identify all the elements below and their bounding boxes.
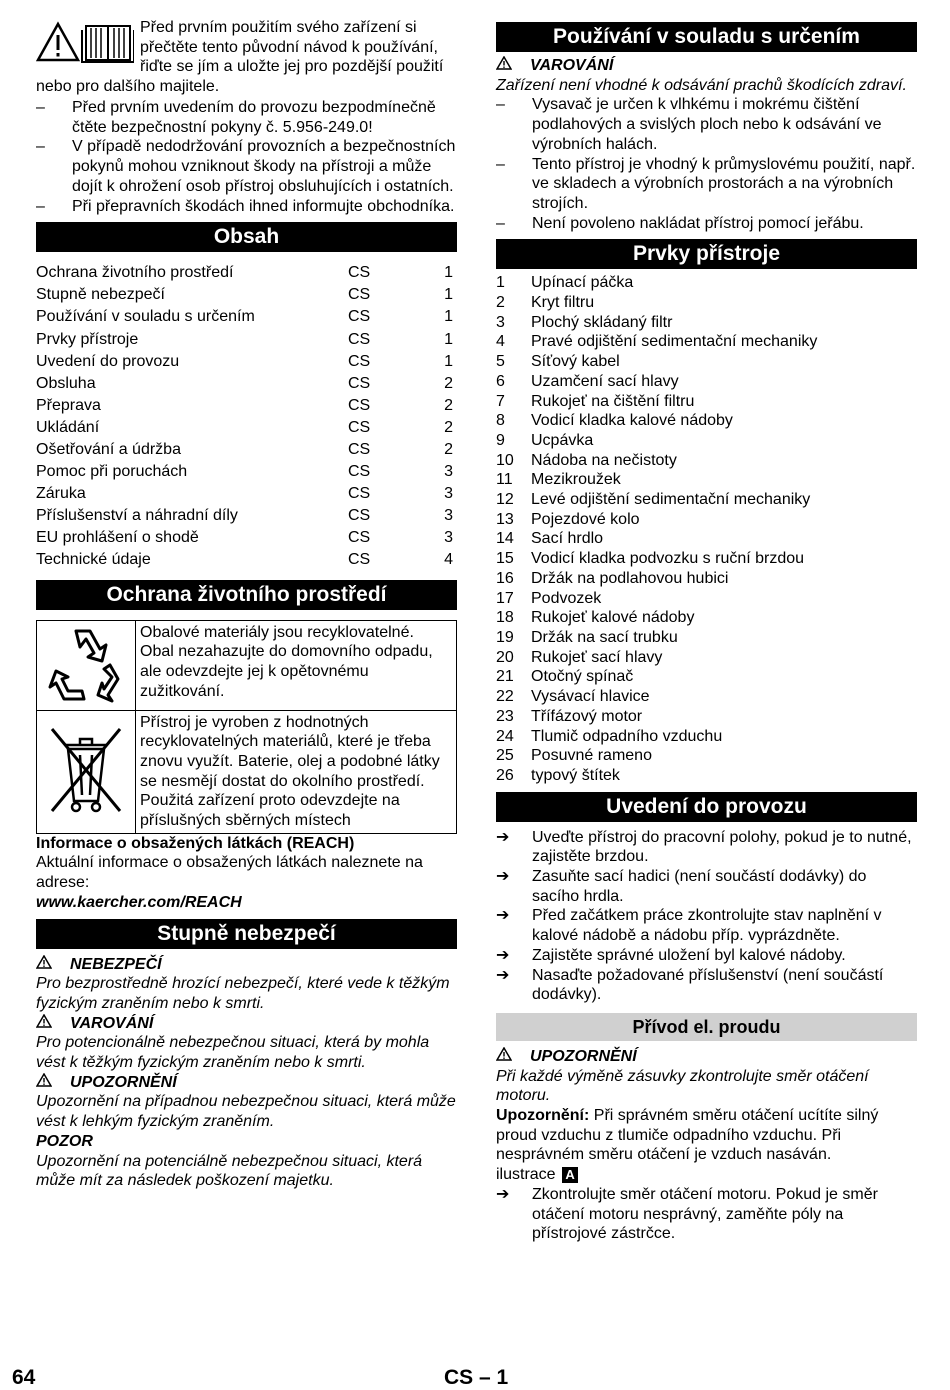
power-warning-text: Při každé výměně zásuvky zkontrolujte směr otáčení motoru. bbox=[496, 1067, 869, 1105]
toc-entry-lang: CS bbox=[348, 551, 371, 569]
part-name: Držák na podlahovou hubici bbox=[531, 569, 729, 587]
parts-list-item bbox=[496, 529, 917, 549]
intro-bullet: – V případě nedodržování provozních a bezpečnostních pokynů mohou vzniknout škody na přístroji a může dojít k ohrožení osob přístroj obsluhujících i ostatních. bbox=[36, 138, 456, 195]
part-number: 4 bbox=[496, 333, 505, 351]
usage-bullet: – Vysavač je určen k vlhkému i mokrému čištění podlahových a svislých ploch nebo k odsávání ve výrobních halách. bbox=[496, 96, 882, 153]
power-heading: Přívod el. proudu bbox=[496, 1013, 917, 1041]
part-name: Podvozek bbox=[531, 589, 602, 607]
toc-row[interactable] bbox=[36, 306, 457, 328]
recycle-icon bbox=[46, 621, 126, 705]
part-name: Tlumič odpadního vzduchu bbox=[531, 727, 723, 745]
toc-entry-title: Ukládání bbox=[36, 418, 100, 436]
part-number: 23 bbox=[496, 707, 514, 725]
usage-warning-label: VAROVÁNÍ bbox=[496, 56, 917, 76]
pozor-label: POZOR bbox=[36, 1132, 93, 1150]
toc-entry-title: Ochrana životního prostředí bbox=[36, 264, 234, 282]
part-name: Třífázový motor bbox=[531, 707, 643, 725]
toc-row[interactable] bbox=[36, 395, 457, 417]
startup-step-text: Uveďte přístroj do pracovní polohy, pokud je to nutné, zajistěte brzdou. bbox=[532, 828, 912, 866]
toc-entry-title: EU prohlášení o shodě bbox=[36, 529, 199, 547]
left-column bbox=[36, 18, 457, 1191]
toc-entry-page: 3 bbox=[444, 529, 453, 547]
toc-row[interactable] bbox=[36, 527, 457, 549]
warning-manual-icon bbox=[36, 20, 134, 64]
parts-list-item bbox=[496, 628, 917, 648]
toc-entry-page: 2 bbox=[444, 396, 453, 414]
toc-row[interactable] bbox=[36, 483, 457, 505]
part-number: 9 bbox=[496, 431, 505, 449]
parts-list-item bbox=[496, 667, 917, 687]
toc-entry-lang: CS bbox=[348, 418, 371, 436]
danger-level-text: Pro potencionálně nebezpečnou situaci, která by mohla vést k těžkým fyzickým zraněním nebo k smrti. bbox=[36, 1034, 430, 1072]
part-name: Vodicí kladka kalové nádoby bbox=[531, 412, 733, 430]
waste-text: Přístroj je vyroben z hodnotných recyklovatelných materiálů, které je třeba znovu využít. Baterie, olej a podobné látky se nesmějí dostat do okolního prostředí. Použitá zařízení proto odevzdejte na příslušných sběrných místech bbox=[140, 713, 440, 830]
power-note: Upozornění: Při správném směru otáčení ucítíte silný proud vzduchu z tlumiče odpadního vzduchu. Při nesprávném směru otáčení je vzduch nasáván. bbox=[496, 1107, 879, 1164]
part-name: Rukojeť na čištění filtru bbox=[531, 392, 695, 410]
part-name: Pravé odjištění sedimentační mechaniky bbox=[531, 333, 818, 351]
part-number: 24 bbox=[496, 727, 514, 745]
startup-step-text: Nasaďte požadované příslušenství (není součástí dodávky). bbox=[532, 966, 884, 1004]
parts-list-item bbox=[496, 451, 917, 471]
parts-list-item bbox=[496, 490, 917, 510]
toc-entry-title: Záruka bbox=[36, 485, 86, 503]
parts-list-item bbox=[496, 313, 917, 333]
usage-bullet: – Tento přístroj je vhodný k průmyslovému použití, např. ve skladech a výrobních prostorách a na výrobních strojích. bbox=[496, 155, 916, 212]
danger-level-label: VAROVÁNÍ bbox=[36, 1014, 457, 1034]
toc-entry-title: Používání v souladu s určením bbox=[36, 308, 255, 326]
danger-heading: Stupně nebezpečí bbox=[36, 919, 457, 949]
toc-entry-page: 3 bbox=[444, 507, 453, 525]
parts-list-item bbox=[496, 273, 917, 293]
warning-triangle-icon bbox=[36, 955, 70, 975]
warning-triangle-icon bbox=[36, 1073, 70, 1093]
right-column bbox=[496, 18, 917, 1244]
parts-list-item bbox=[496, 431, 917, 451]
arrow-icon: ➔ bbox=[496, 946, 510, 964]
toc-entry-page: 1 bbox=[444, 286, 453, 304]
part-name: Mezikroužek bbox=[531, 471, 621, 489]
toc-entry-title: Příslušenství a náhradní díly bbox=[36, 507, 238, 525]
toc-entry-lang: CS bbox=[348, 330, 371, 348]
part-number: 21 bbox=[496, 668, 514, 686]
toc-entry-page: 1 bbox=[444, 308, 453, 326]
toc-row[interactable] bbox=[36, 505, 457, 527]
toc-entry-lang: CS bbox=[348, 374, 371, 392]
toc-row[interactable] bbox=[36, 373, 457, 395]
part-number: 26 bbox=[496, 766, 514, 784]
part-number: 3 bbox=[496, 313, 505, 331]
usage-bullet: – Není povoleno nakládat přístroj pomocí jeřábu. bbox=[496, 214, 864, 232]
reach-text: Aktuální informace o obsažených látkách naleznete na adrese: bbox=[36, 854, 423, 892]
toc-row[interactable] bbox=[36, 329, 457, 351]
waste-bin-icon-cell bbox=[37, 710, 136, 833]
part-name: Síťový kabel bbox=[531, 353, 620, 371]
parts-list-item bbox=[496, 707, 917, 727]
part-name: Uzamčení sací hlavy bbox=[531, 372, 679, 390]
parts-list-item bbox=[496, 372, 917, 392]
startup-step-text: Zasuňte sací hadici (není součástí dodávky) do sacího hrdla. bbox=[532, 868, 867, 905]
part-number: 8 bbox=[496, 412, 505, 430]
reach-url[interactable]: www.kaercher.com/REACH bbox=[36, 893, 242, 911]
intro-section bbox=[36, 18, 457, 98]
part-number: 19 bbox=[496, 628, 514, 646]
danger-level-text: Pro bezprostředně hrozící nebezpečí, které vede k těžkým fyzickým zraněním nebo k smrti. bbox=[36, 975, 450, 1012]
parts-list bbox=[496, 273, 917, 785]
toc-entry-page: 3 bbox=[444, 485, 453, 503]
startup-step bbox=[496, 966, 917, 1005]
toc-entry-page: 3 bbox=[444, 463, 453, 481]
parts-list-item bbox=[496, 470, 917, 490]
toc-entry-lang: CS bbox=[348, 440, 371, 458]
parts-list-item bbox=[496, 746, 917, 766]
parts-list-item bbox=[496, 766, 917, 786]
recycle-icon-cell bbox=[37, 620, 136, 710]
warning-triangle-icon bbox=[496, 1047, 530, 1067]
toc-row[interactable] bbox=[36, 262, 457, 284]
part-number: 7 bbox=[496, 392, 505, 410]
part-number: 22 bbox=[496, 688, 514, 706]
part-number: 15 bbox=[496, 550, 514, 568]
toc-entry-title: Uvedení do provozu bbox=[36, 352, 180, 370]
toc-row[interactable] bbox=[36, 439, 457, 461]
toc-entry-title: Pomoc při poruchách bbox=[36, 463, 188, 481]
parts-list-item bbox=[496, 510, 917, 530]
toc-row[interactable] bbox=[36, 417, 457, 439]
danger-level-label: NEBEZPEČÍ bbox=[36, 955, 457, 975]
parts-list-item bbox=[496, 392, 917, 412]
part-number: 18 bbox=[496, 609, 514, 627]
parts-list-item bbox=[496, 569, 917, 589]
toc-entry-lang: CS bbox=[348, 264, 371, 282]
intro-bullet: – Při přepravních škodách ihned informujte obchodníka. bbox=[36, 197, 455, 215]
toc-heading: Obsah bbox=[36, 222, 457, 252]
toc-row[interactable] bbox=[36, 284, 457, 306]
warning-triangle-icon bbox=[496, 56, 530, 76]
toc-row[interactable] bbox=[36, 461, 457, 483]
startup-step bbox=[496, 828, 917, 867]
part-name: Vysávací hlavice bbox=[531, 688, 650, 706]
arrow-icon: ➔ bbox=[496, 966, 510, 984]
toc-entry-lang: CS bbox=[348, 396, 371, 414]
toc-entry-page: 2 bbox=[444, 374, 453, 392]
intro-bullet: – Před prvním uvedením do provozu bezpodmínečně čtěte bezpečnostní pokyny č. 5.956-249.0! bbox=[36, 99, 436, 136]
toc-entry-lang: CS bbox=[348, 286, 371, 304]
arrow-icon: ➔ bbox=[496, 868, 510, 886]
toc-entry-page: 2 bbox=[444, 440, 453, 458]
toc-entry-lang: CS bbox=[348, 507, 371, 525]
danger-level-label: UPOZORNĚNÍ bbox=[36, 1073, 457, 1093]
toc-row[interactable] bbox=[36, 351, 457, 373]
part-name: typový štítek bbox=[531, 766, 620, 784]
power-illustration-ref: ilustrace A bbox=[496, 1165, 917, 1185]
part-name: Rukojeť kalové nádoby bbox=[531, 609, 695, 627]
parts-heading: Prvky přístroje bbox=[496, 239, 917, 269]
usage-warning-text: Zařízení není vhodné k odsávání prachů škodících zdraví. bbox=[496, 76, 907, 94]
parts-list-item bbox=[496, 687, 917, 707]
toc-entry-title: Technické údaje bbox=[36, 551, 151, 569]
startup-heading: Uvedení do provozu bbox=[496, 792, 917, 822]
arrow-icon: ➔ bbox=[496, 907, 510, 925]
toc-table bbox=[36, 262, 457, 571]
startup-step-text: Před začátkem práce zkontrolujte stav naplnění v kalové nádobě a nádobu příp. vyprázdněte. bbox=[532, 907, 882, 945]
part-name: Upínací páčka bbox=[531, 274, 634, 292]
toc-row[interactable] bbox=[36, 549, 457, 571]
part-number: 13 bbox=[496, 510, 514, 528]
toc-entry-page: 4 bbox=[444, 551, 453, 569]
parts-list-item bbox=[496, 727, 917, 747]
toc-entry-page: 2 bbox=[444, 418, 453, 436]
danger-level-text: Upozornění na případnou nebezpečnou situaci, která může vést k lehkým fyzickým zraněním. bbox=[36, 1093, 456, 1131]
usage-heading: Používání v souladu s určením bbox=[496, 22, 917, 52]
warning-triangle-icon bbox=[36, 1014, 70, 1034]
part-name: Kryt filtru bbox=[531, 294, 595, 312]
part-name: Nádoba na nečistoty bbox=[531, 451, 677, 469]
recycle-text: Obalové materiály jsou recyklovatelné. Obal nezahazujte do domovního odpadu, ale odevzdejte jej k opětovnému zužitkování. bbox=[140, 623, 433, 700]
toc-entry-page: 1 bbox=[444, 264, 453, 282]
part-name: Držák na sací trubku bbox=[531, 628, 678, 646]
arrow-icon: ➔ bbox=[496, 828, 510, 846]
illustration-a-badge: A bbox=[562, 1167, 578, 1183]
toc-entry-page: 1 bbox=[444, 352, 453, 370]
power-step: ➔ Zkontrolujte směr otáčení motoru. Pokud je směr otáčení motoru nesprávný, zaměňte póly na přístrojové zástrčce. bbox=[496, 1185, 878, 1243]
part-name: Pojezdové kolo bbox=[531, 510, 640, 528]
part-number: 1 bbox=[496, 274, 505, 292]
startup-steps bbox=[496, 828, 917, 1005]
part-number: 14 bbox=[496, 530, 514, 548]
toc-entry-title: Obsluha bbox=[36, 374, 96, 392]
toc-entry-title: Přeprava bbox=[36, 396, 101, 414]
part-number: 6 bbox=[496, 372, 505, 390]
parts-list-item bbox=[496, 589, 917, 609]
crossed-waste-bin-icon bbox=[46, 723, 126, 815]
part-number: 11 bbox=[496, 471, 513, 489]
part-number: 20 bbox=[496, 648, 514, 666]
toc-entry-title: Ošetřování a údržba bbox=[36, 440, 181, 458]
parts-list-item bbox=[496, 352, 917, 372]
part-name: Sací hrdlo bbox=[531, 530, 604, 548]
part-number: 17 bbox=[496, 589, 514, 607]
intro-text: Před prvním použitím svého zařízení si přečtěte tento původní návod k používání, řiďte se jím a uložte jej pro pozdější použití nebo pro dalšího majitele. bbox=[36, 19, 444, 96]
part-number: 5 bbox=[496, 353, 505, 371]
toc-entry-lang: CS bbox=[348, 485, 371, 503]
env-table bbox=[36, 620, 457, 834]
parts-list-item bbox=[496, 648, 917, 668]
part-name: Ucpávka bbox=[531, 431, 594, 449]
parts-list-item bbox=[496, 549, 917, 569]
part-number: 16 bbox=[496, 569, 514, 587]
parts-list-item bbox=[496, 608, 917, 628]
part-number: 12 bbox=[496, 491, 514, 509]
startup-step bbox=[496, 867, 917, 906]
toc-entry-lang: CS bbox=[348, 463, 371, 481]
part-name: Otočný spínač bbox=[531, 668, 634, 686]
startup-step bbox=[496, 906, 917, 945]
part-name: Rukojeť sací hlavy bbox=[531, 648, 663, 666]
part-name: Posuvné rameno bbox=[531, 747, 652, 765]
startup-step bbox=[496, 946, 917, 966]
part-number: 25 bbox=[496, 747, 514, 765]
parts-list-item bbox=[496, 411, 917, 431]
page-number: 64 bbox=[12, 1366, 36, 1389]
part-number: 10 bbox=[496, 451, 514, 469]
toc-entry-lang: CS bbox=[348, 352, 371, 370]
parts-list-item bbox=[496, 332, 917, 352]
part-name: Plochý skládaný filtr bbox=[531, 313, 673, 331]
startup-step-text: Zajistěte správné uložení byl kalové nádoby. bbox=[532, 946, 846, 964]
toc-entry-lang: CS bbox=[348, 308, 371, 326]
power-warning-label: UPOZORNĚNÍ bbox=[496, 1047, 917, 1067]
part-name: Vodicí kladka podvozku s ruční brzdou bbox=[531, 550, 805, 568]
parts-list-item bbox=[496, 293, 917, 313]
env-heading: Ochrana životního prostředí bbox=[36, 580, 457, 610]
language-page-code: CS – 1 bbox=[444, 1366, 509, 1389]
toc-entry-title: Stupně nebezpečí bbox=[36, 286, 165, 304]
part-number: 2 bbox=[496, 294, 505, 312]
pozor-text: Upozornění na potenciálně nebezpečnou situaci, která může mít za následek poškození majetku. bbox=[36, 1152, 423, 1190]
part-name: Levé odjištění sedimentační mechaniky bbox=[531, 491, 811, 509]
toc-entry-title: Prvky přístroje bbox=[36, 330, 139, 348]
reach-heading: Informace o obsažených látkách (REACH) bbox=[36, 834, 355, 852]
toc-entry-lang: CS bbox=[348, 529, 371, 547]
toc-entry-page: 1 bbox=[444, 330, 453, 348]
